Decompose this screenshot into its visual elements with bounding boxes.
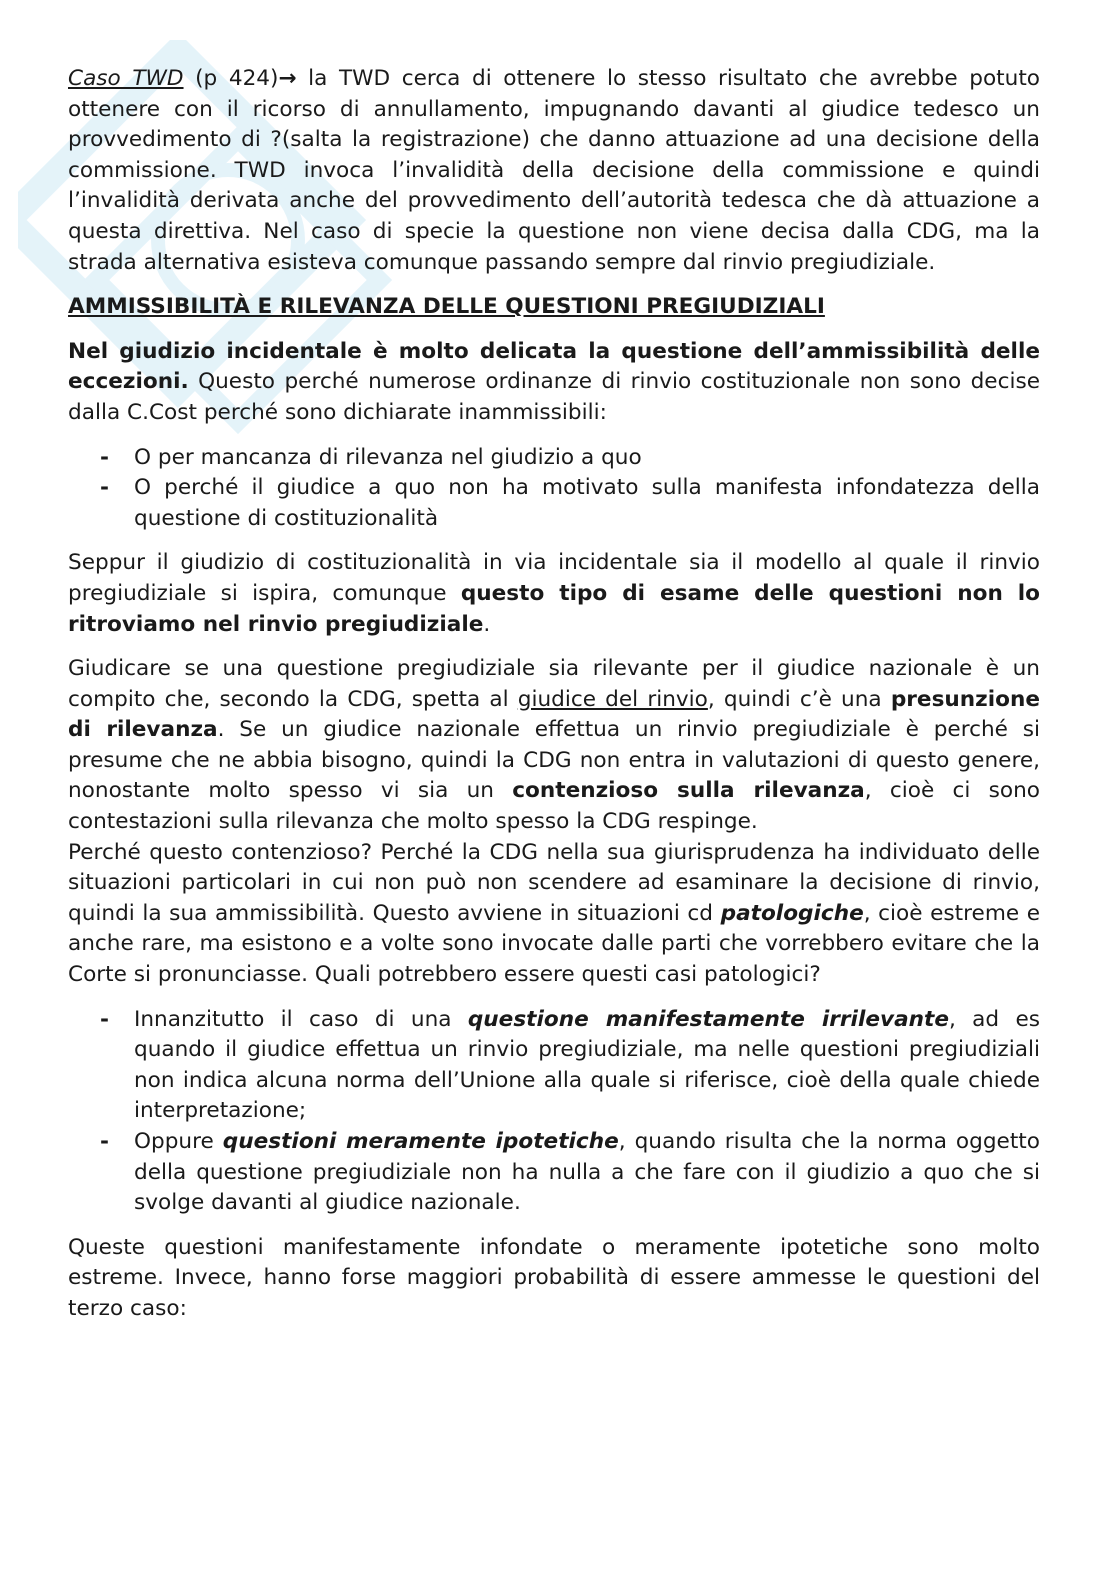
list-item-emphasis: questione manifestamente irrilevante	[467, 1006, 949, 1032]
paragraph-ammissibilita	[68, 337, 1040, 429]
dash-bullet-icon: -	[100, 1129, 109, 1154]
list-item-post: , ad es quando il giudice effettua un rinvio pregiudiziale, ma nelle questioni pregiudiziali non indica alcuna norma dell’Unione alla quale si riferisce, cioè della quale chiede interpretazione;	[134, 1006, 1040, 1124]
para3-text-2: , quindi c’è una	[707, 686, 891, 712]
page-content	[68, 64, 1040, 1325]
list-item-pre: Oppure	[134, 1129, 223, 1154]
paragraph-rilevanza	[68, 654, 1040, 991]
list-item	[68, 473, 1040, 534]
para3-text-4: , cioè ci sono contestazioni sulla rilevanza che molto spesso la CDG respinge.	[68, 778, 1040, 835]
para3-text-5: Perché questo contenzioso? Perché la CDG nella sua giurisprudenza ha individuato delle situazioni particolari in cui non può non scendere ad esaminare la decisione di rinvio, quindi la sua ammissibilità. Questo avviene in situazioni cd	[68, 839, 1040, 926]
list-item-emphasis: questioni meramente ipotetiche	[222, 1129, 619, 1154]
list-item	[68, 1005, 1040, 1127]
giudice-del-rinvio: giudice del rinvio	[517, 686, 708, 712]
paragraph-modello	[68, 548, 1040, 640]
para2-bold: questo tipo di esame delle questioni non lo ritroviamo nel rinvio pregiudiziale	[68, 580, 1040, 637]
presunzione-di-rilevanza: presunzione di rilevanza	[68, 686, 1041, 743]
para2-text: Seppur il giudizio di costituzionalità in via incidentale sia il modello al quale il rinvio pregiudiziale si ispira, comunque	[68, 550, 1040, 606]
list-item	[68, 1127, 1040, 1219]
para1-text: Questo perché numerose ordinanze di rinvio costituzionale non sono decise dalla C.Cost perché sono dichiarate inammissibili:	[68, 369, 1040, 425]
arrow-right-icon: →	[278, 66, 297, 91]
para3-text-6: , cioè estreme e anche rare, ma esistono e a volte sono invocate dalle parti che vorrebbero evitare che la Corte si pronunciasse. Quali potrebbero essere questi casi patologici?	[68, 900, 1041, 988]
dash-bullet-icon: -	[100, 444, 109, 470]
dash-bullet-icon: -	[100, 475, 109, 501]
list-item	[68, 443, 1040, 474]
patologiche: patologiche	[720, 900, 864, 926]
para4-text: Queste questioni manifestamente infondate o meramente ipotetiche sono molto estreme. Invece, hanno forse maggiori probabilità di essere ammesse le questioni del terzo caso:	[68, 1234, 1040, 1321]
list-item-pre: Innanzitutto il caso di una	[134, 1006, 468, 1032]
pathological-cases-list	[68, 1005, 1040, 1219]
section-heading: AMMISSIBILITÀ E RILEVANZA DELLE QUESTIONI PREGIUDIZIALI	[68, 294, 825, 320]
para1-bold: Nel giudizio incidentale è molto delicata la questione dell’ammissibilità delle eccezioni.	[68, 338, 1040, 395]
case-ref: (p 424)	[183, 66, 279, 91]
contenzioso-sulla-rilevanza: contenzioso sulla rilevanza	[512, 778, 865, 804]
list-item-text: O per mancanza di rilevanza nel giudizio a quo	[134, 444, 642, 470]
para3-text-1: Giudicare se una questione pregiudiziale sia rilevante per il giudice nazionale è un compito che, secondo la CDG, spetta al	[68, 656, 1040, 712]
para3-text-3: . Se un giudice nazionale effettua un rinvio pregiudiziale è perché si presume che ne abbia bisogno, quindi la CDG non entra in valutazioni di questo genere, nonostante molto spesso vi sia un	[68, 717, 1041, 804]
intro-text: la TWD cerca di ottenere lo stesso risultato che avrebbe potuto ottenere con il ricorso di annullamento, impugnando davanti al giudice tedesco un provvedimento di ?(salta la registrazione) che danno attuazione ad una decisione della commissione. TWD invoca l’invalidità della decisione della commissione e quindi l’invalidità derivata anche del provvedimento dell’autorità tedesca che dà attuazione a questa direttiva. Nel caso di specie la questione non viene decisa dalla CDG, ma la strada alternativa esisteva comunque passando sempre dal rinvio pregiudiziale.	[68, 66, 1040, 275]
list-item-text: O perché il giudice a quo non ha motivato sulla manifesta infondatezza della questione di costituzionalità	[134, 475, 1040, 531]
inadmissibility-list	[68, 443, 1040, 535]
dash-bullet-icon: -	[100, 1006, 109, 1032]
para2-end: .	[483, 611, 491, 637]
intro-paragraph	[68, 64, 1040, 278]
list-item-post: , quando risulta che la norma oggetto della questione pregiudiziale non ha nulla a che fare con il giudizio a quo che si svolge davanti al giudice nazionale.	[134, 1129, 1040, 1216]
case-label: Caso TWD	[68, 66, 184, 91]
paragraph-conclusione	[68, 1233, 1040, 1325]
